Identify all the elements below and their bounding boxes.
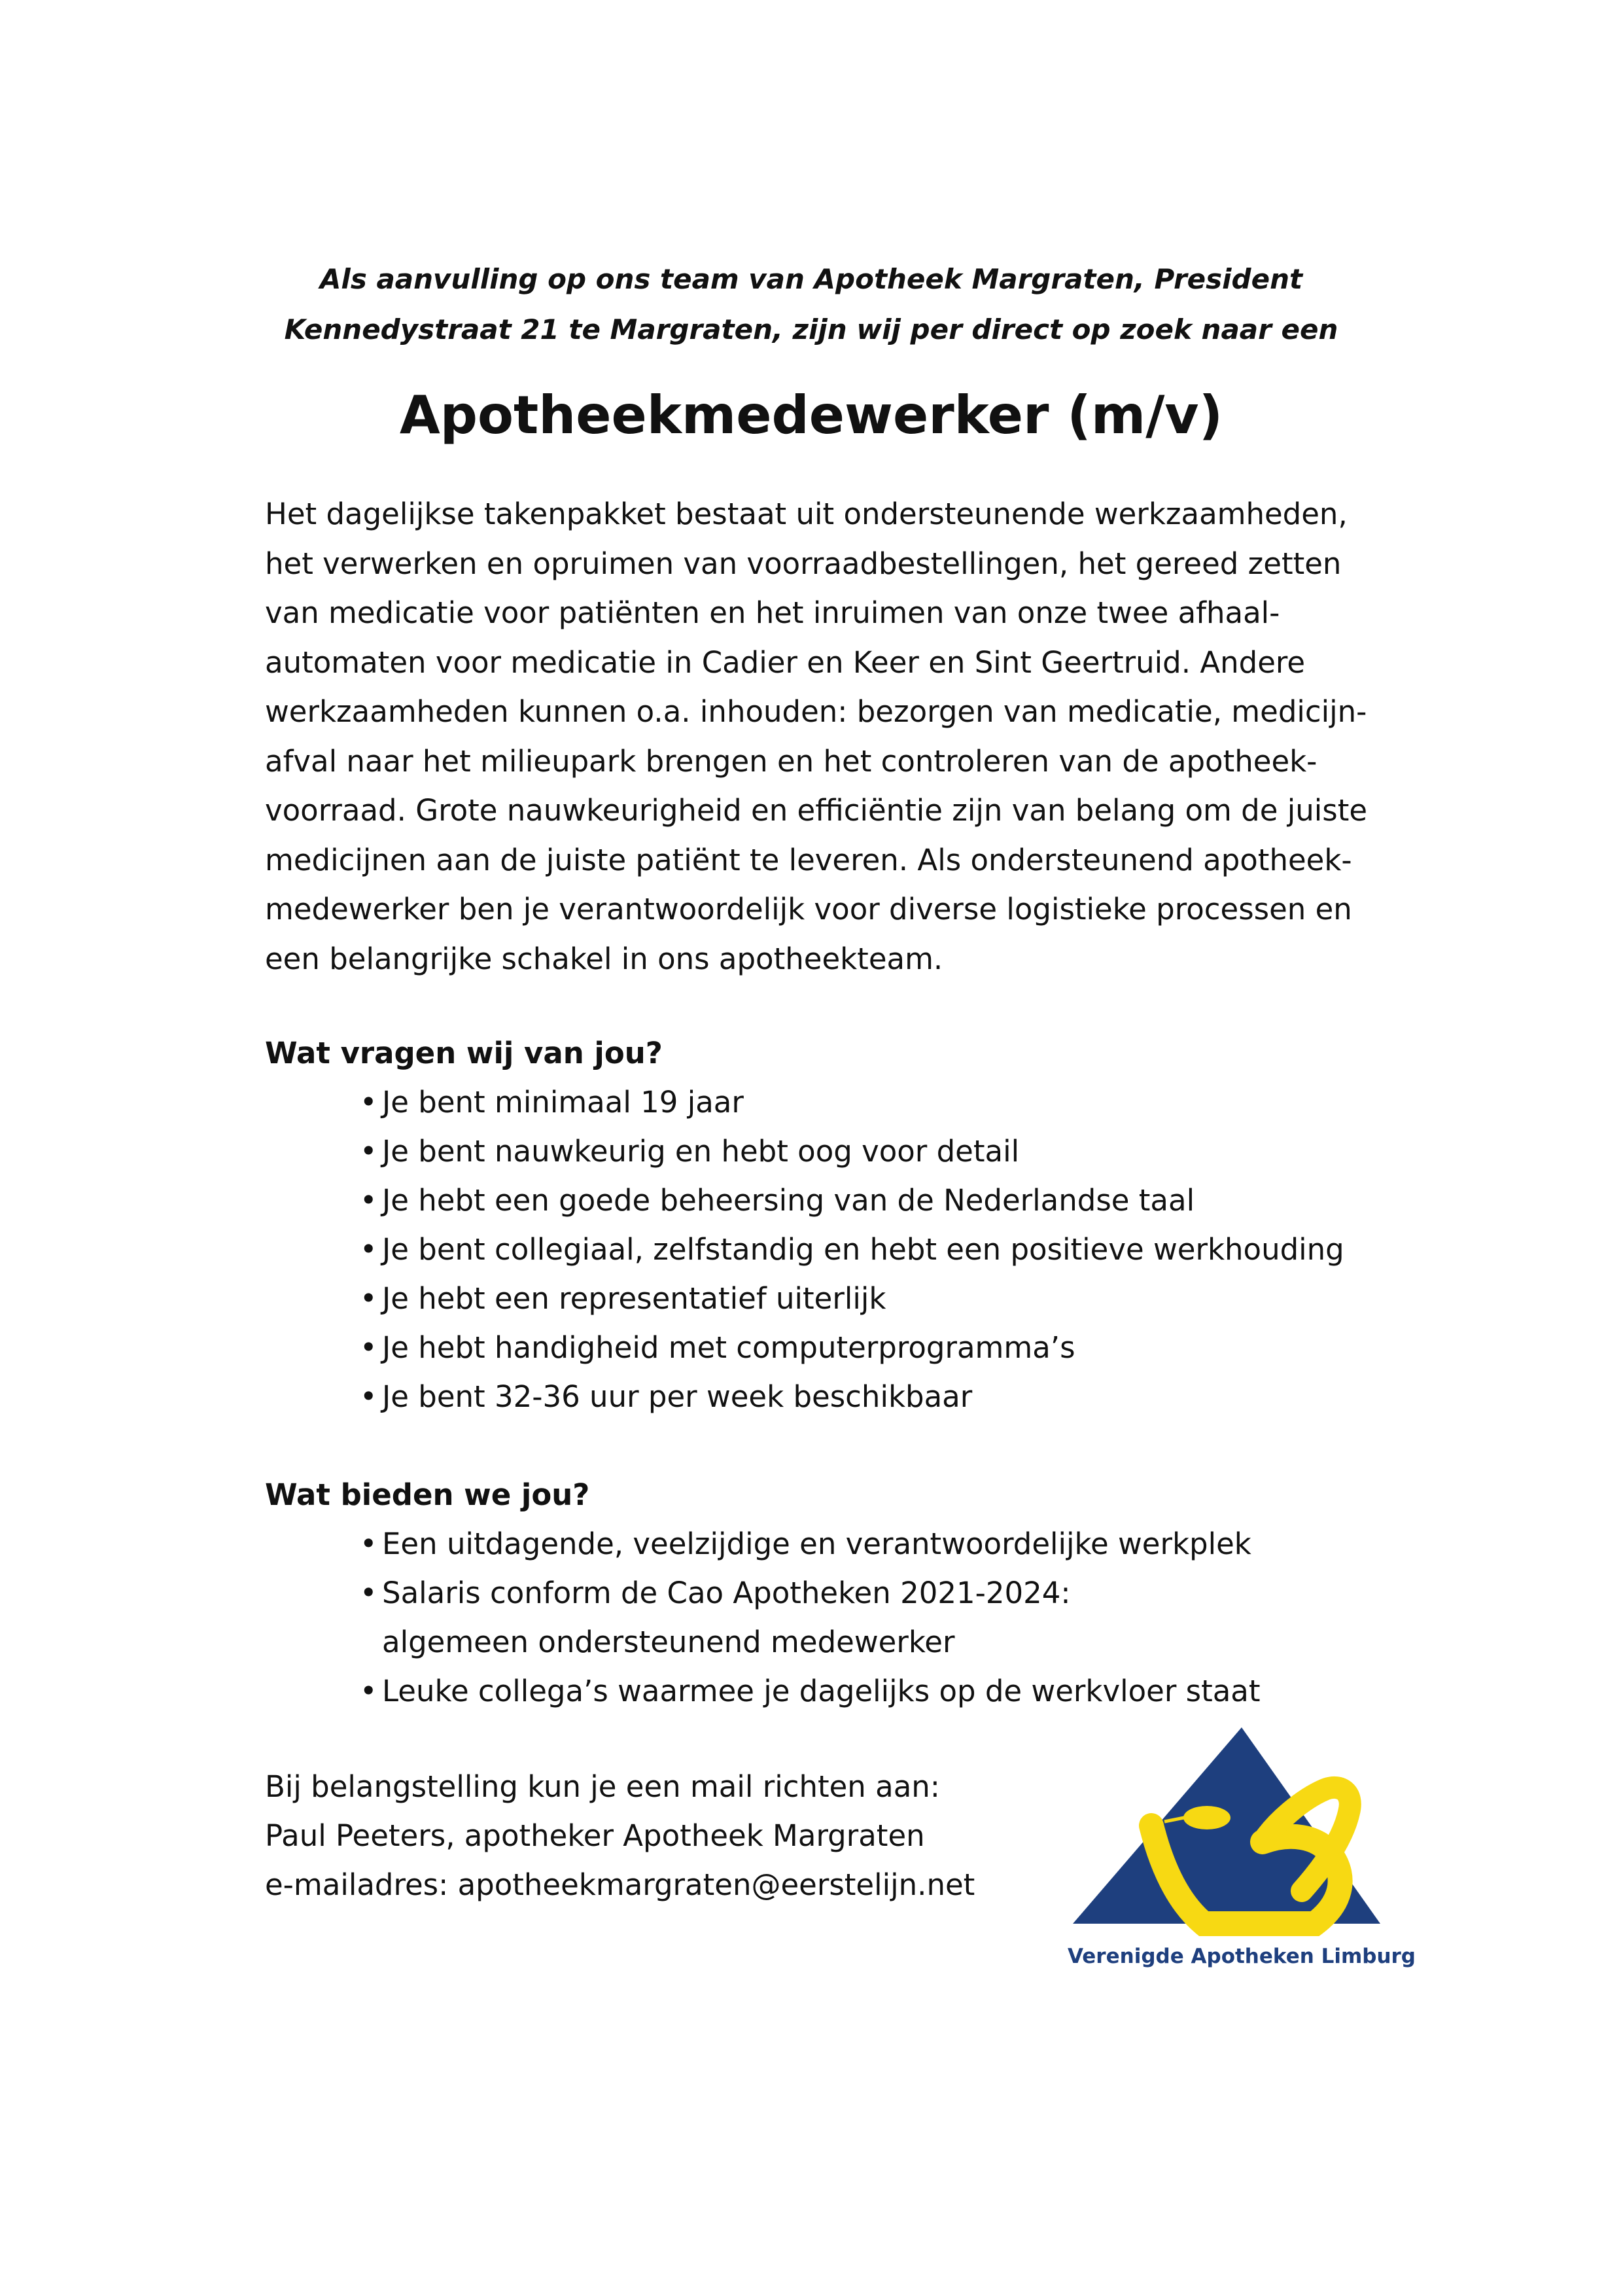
description-line: medewerker ben je verantwoordelijk voor diverse logistieke processen en [265, 892, 1352, 927]
job-description [265, 489, 1377, 983]
list-item-continuation: algemeen ondersteunend medewerker [382, 1625, 955, 1659]
list-item: • Een uitdagende, veelzijdige en verantwoordelijke werkplek [360, 1519, 1261, 1568]
bullet-icon: • [360, 1281, 377, 1316]
list-item: • Je hebt handigheid met computerprogramma’s [360, 1323, 1344, 1372]
bullet-icon: • [360, 1527, 377, 1561]
intro-text [262, 254, 1361, 355]
description-line: afval naar het milieupark brengen en het controleren van de apotheek- [265, 743, 1318, 779]
bullet-icon: • [360, 1576, 377, 1610]
list-item: • Salaris conform de Cao Apotheken 2021-2024: algemeen ondersteunend medewerker [360, 1568, 1261, 1667]
list-item: • Je bent collegiaal, zelfstandig en hebt een positieve werkhouding [360, 1225, 1344, 1274]
list-item: • Je bent nauwkeurig en hebt oog voor detail [360, 1127, 1344, 1176]
bullet-icon: • [360, 1183, 377, 1218]
intro-line-2: Kennedystraat 21 te Margraten, zijn wij per direct op zoek naar een [284, 313, 1338, 345]
bullet-icon: • [360, 1674, 377, 1708]
list-item: • Leuke collega’s waarmee je dagelijks op de werkvloer staat [360, 1667, 1261, 1716]
offer-list [360, 1519, 1261, 1716]
contact-email[interactable]: e-mailadres: apotheekmargraten@eerstelijn.net [265, 1867, 975, 1902]
description-line: automaten voor medicatie in Cadier en Keer en Sint Geertruid. Andere [265, 645, 1306, 680]
requirements-list [360, 1078, 1344, 1421]
contact-block [265, 1762, 975, 1909]
description-line: werkzaamheden kunnen o.a. inhouden: bezorgen van medicatie, medicijn- [265, 694, 1367, 729]
description-line: van medicatie voor patiënten en het inruimen van onze twee afhaal- [265, 595, 1280, 630]
list-item: • Je hebt een goede beheersing van de Nederlandse taal [360, 1176, 1344, 1225]
list-item: • Je bent minimaal 19 jaar [360, 1078, 1344, 1127]
logo-snake-head [1183, 1806, 1230, 1829]
requirements-heading: Wat vragen wij van jou? [265, 1036, 663, 1070]
bullet-icon: • [360, 1134, 377, 1169]
contact-intro: Bij belangstelling kun je een mail richten aan: [265, 1769, 940, 1804]
list-item: • Je hebt een representatief uiterlijk [360, 1274, 1344, 1323]
description-line: voorraad. Grote nauwkeurigheid en efficiëntie zijn van belang om de juiste [265, 793, 1368, 828]
bullet-icon: • [360, 1085, 377, 1120]
description-line: Het dagelijkse takenpakket bestaat uit ondersteunende werkzaamheden, [265, 497, 1348, 531]
list-item: • Je bent 32-36 uur per week beschikbaar [360, 1372, 1344, 1421]
bullet-icon: • [360, 1379, 377, 1414]
bullet-icon: • [360, 1330, 377, 1365]
description-line: een belangrijke schakel in ons apotheekteam. [265, 941, 943, 976]
description-line: medicijnen aan de juiste patiënt te leveren. Als ondersteunend apotheek- [265, 842, 1352, 877]
logo-text: Verenigde Apotheken Limburg [1067, 1945, 1416, 1968]
logo [1066, 1727, 1420, 1983]
triangle-with-snake-icon [1066, 1727, 1420, 1983]
contact-person: Paul Peeters, apotheker Apotheek Margraten [265, 1818, 925, 1853]
job-title: Apotheekmedewerker (m/v) [399, 385, 1223, 446]
description-line: het verwerken en opruimen van voorraadbestellingen, het gereed zetten [265, 546, 1342, 581]
bullet-icon: • [360, 1232, 377, 1267]
offer-heading: Wat bieden we jou? [265, 1477, 590, 1512]
intro-line-1: Als aanvulling op ons team van Apotheek Margraten, President [319, 263, 1303, 295]
